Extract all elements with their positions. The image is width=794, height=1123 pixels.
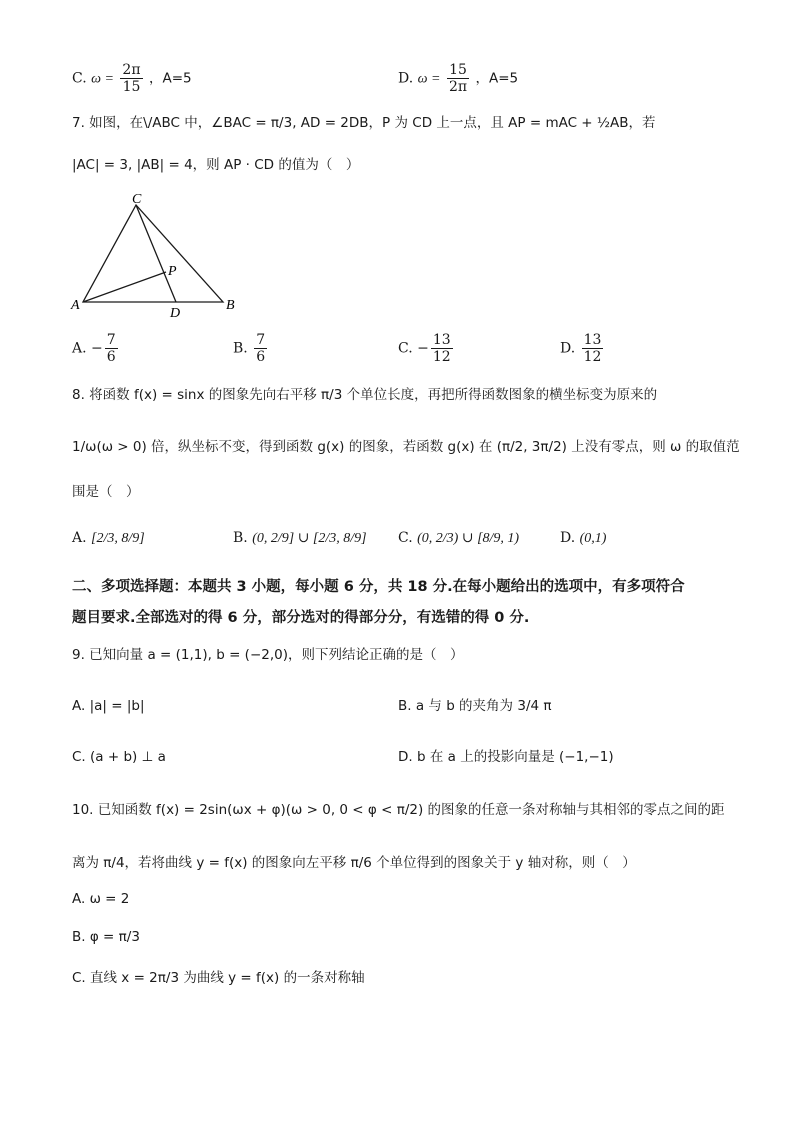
q9-option-d: D. b 在 a 上的投影向量是 (−1,−1) <box>398 749 614 765</box>
q9-option-b: B. a 与 b 的夹角为 3/4 π <box>398 698 552 714</box>
q6-option-c-omega: ω = <box>91 71 114 87</box>
label-b: B <box>226 298 235 313</box>
q7-stem-line2: |AC| = 3, |AB| = 4，则 AP · CD 的值为（ ） <box>72 157 360 173</box>
section2-heading-line2: 题目要求.全部选对的得 6 分，部分选对的得部分分，有选错的得 0 分. <box>72 610 530 626</box>
q6-option-c <box>72 62 192 95</box>
q7-option-a: A. − $\frac{7}{6}$ <box>72 332 116 365</box>
q9-option-a: A. |a| = |b| <box>72 698 145 714</box>
q6-option-d <box>398 62 518 95</box>
q6-option-c-fraction: $\frac{2\pi}{15}$ <box>122 62 141 95</box>
segment-ap <box>83 272 166 302</box>
q6-option-d-omega: ω = <box>417 71 441 87</box>
q8-option-d: D. (0,1) <box>560 530 607 546</box>
q6-option-c-label: C. <box>72 70 87 87</box>
q6-option-d-fraction: $\frac{15}{2\pi}$ <box>448 62 468 95</box>
q10-option-b: B. φ = π/3 <box>72 929 140 945</box>
label-c: C <box>132 192 142 207</box>
q8-stem-line2: 1/ω(ω > 0) 倍，纵坐标不变，得到函数 g(x) 的图象，若函数 g(x) 在 (π/2, 3π/2) 上没有零点，则 ω 的取值范 <box>72 439 740 455</box>
q8-option-c: C. (0, 2/3) ∪ [8/9, 1) <box>398 530 520 546</box>
q6-option-d-label: D. <box>398 70 414 87</box>
segment-cd <box>136 205 176 302</box>
q10-option-a: A. ω = 2 <box>72 891 130 907</box>
q6-option-d-tail: ，A=5 <box>475 70 519 87</box>
q10-option-c: C. 直线 x = 2π/3 为曲线 y = f(x) 的一条对称轴 <box>72 970 365 986</box>
q7-triangle-figure <box>66 192 246 322</box>
q10-stem-line1: 10. 已知函数 f(x) = 2sin(ωx + φ)(ω > 0, 0 < φ < π/2) 的图象的任意一条对称轴与其相邻的零点之间的距 <box>72 802 725 818</box>
q7-option-b: B. $\frac{7}{6}$ <box>233 332 266 365</box>
q9-stem: 9. 已知向量 a = (1,1), b = (−2,0)，则下列结论正确的是（ ） <box>72 647 464 663</box>
label-p: P <box>168 264 177 279</box>
q8-option-a: A. [2/3, 8/9] <box>72 530 145 546</box>
label-d: D <box>170 306 181 321</box>
q7-option-d: D. $\frac{13}{12}$ <box>560 332 602 365</box>
q9-option-c: C. (a + b) ⊥ a <box>72 749 166 765</box>
section2-heading-line1: 二、多项选择题：本题共 3 小题，每小题 6 分，共 18 分.在每小题给出的选项中，有多项符合 <box>72 579 685 595</box>
q8-stem-line1: 8. 将函数 f(x) = sinx 的图象先向右平移 π/3 个单位长度，再把所得函数图象的横坐标变为原来的 <box>72 387 658 403</box>
q8-option-b: B. (0, 2/9] ∪ [2/3, 8/9] <box>233 530 367 546</box>
q8-stem-line3: 围是（ ） <box>72 484 140 500</box>
label-a: A <box>71 298 80 313</box>
q6-option-c-tail: ，A=5 <box>148 70 192 87</box>
q10-stem-line2: 离为 π/4，若将曲线 y = f(x) 的图象向左平移 π/6 个单位得到的图象关于 y 轴对称，则（ ） <box>72 855 636 871</box>
q7-option-c: C. − $\frac{13}{12}$ <box>398 332 451 365</box>
q7-stem-line1: 7. 如图，在\/ABC 中，∠BAC = π/3, AD = 2DB，P 为 CD 上一点，且 AP = mAC + ½AB，若 <box>72 115 656 131</box>
triangle-abc <box>83 205 223 302</box>
